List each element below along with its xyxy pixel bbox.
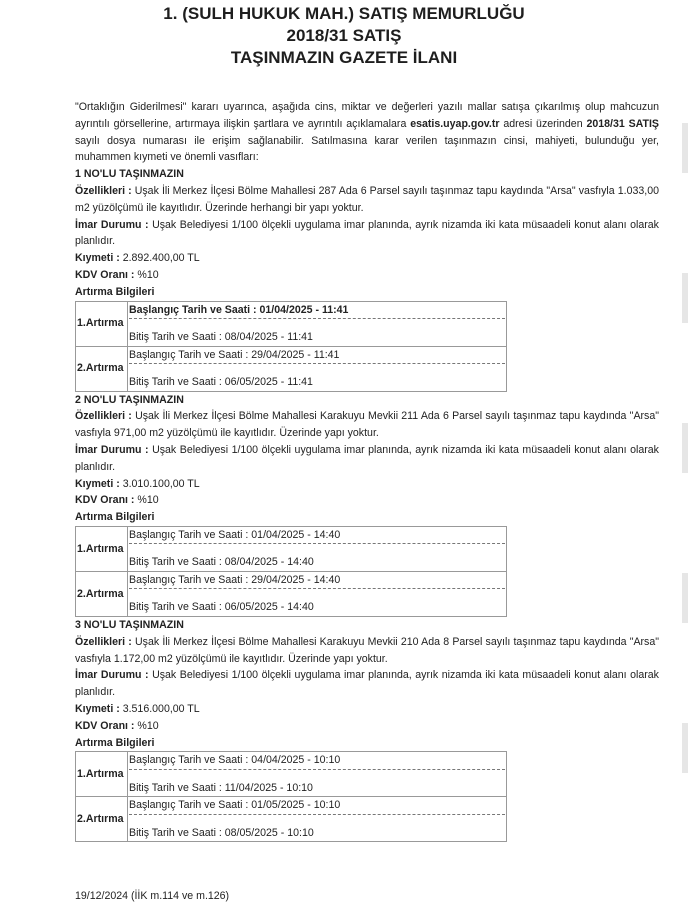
auction-row [76, 346, 507, 391]
value-amount: 3.516.000,00 TL [122, 702, 200, 715]
file-title: 2018/31 SATIŞ [286, 26, 402, 45]
zoning-status [75, 667, 659, 701]
auction-end: Bitiş Tarih ve Saati : 08/04/2025 - 11:41 [129, 331, 313, 344]
value-label: Kıymeti : [75, 702, 120, 715]
property-features [75, 408, 659, 442]
office-title: 1. (SULH HUKUK MAH.) SATIŞ MEMURLUĞU [163, 4, 525, 23]
auction-label: 2.Artırma [76, 346, 128, 391]
auction-table [75, 301, 507, 392]
auction-start: Başlangıç Tarih ve Saati : 01/04/2025 - 11:41 [129, 303, 349, 316]
vat-value: %10 [137, 494, 159, 507]
vat-rate [75, 267, 659, 284]
zoning-value: Uşak Belediyesi 1/100 ölçekli uygulama imar planında, ayrık nizamda iki kata müsaadeli konut alanı olarak planlıdır. [75, 669, 659, 699]
property-heading: 3 NO'LU TAŞINMAZIN [75, 618, 184, 631]
value-amount: 2.892.400,00 TL [122, 252, 200, 265]
vat-label: KDV Oranı : [75, 494, 135, 507]
zoning-status [75, 217, 659, 251]
auction-start: Başlangıç Tarih ve Saati : 01/04/2025 - 14:40 [129, 528, 341, 541]
features-label: Özellikleri : [75, 635, 132, 648]
auction-dates [128, 797, 507, 842]
property-value [75, 476, 659, 493]
auction-label: 1.Artırma [76, 526, 128, 571]
features-value: Uşak İli Merkez İlçesi Bölme Mahallesi Karakuyu Mevkii 211 Ada 6 Parsel sayılı taşınmaz tapu kaydında "Arsa" vasfıyla 971,00 m2 yüzölçümü ile kayıtlıdır. Üzerinde yapı yoktur. [75, 410, 659, 440]
esatis-link[interactable]: esatis.uyap.gov.tr [410, 117, 500, 130]
auction-table [75, 526, 507, 617]
intro-paragraph [75, 99, 659, 166]
property-heading: 2 NO'LU TAŞINMAZIN [75, 393, 184, 406]
auction-info-heading: Artırma Bilgileri [75, 511, 155, 524]
property-item-1 [75, 166, 659, 391]
auction-label: 1.Artırma [76, 752, 128, 797]
value-label: Kıymeti : [75, 252, 120, 265]
notice-date: 19/12/2024 (İİK m.114 ve m.126) [75, 890, 230, 902]
auction-row [76, 752, 507, 797]
auction-dates [128, 301, 507, 346]
auction-info-heading: Artırma Bilgileri [75, 285, 155, 298]
property-item-3 [75, 617, 659, 842]
intro-text-1: "Ortaklığın Giderilmesi" kararı uyarınca, aşağıda cins, miktar ve değerleri yazılı mallar satışa çıkarılmış olup mahcuzun ayrıntılı görsellerine, artırmaya ilişkin şartlara ve ayrıntılı açıklamalara [75, 101, 659, 130]
vat-label: KDV Oranı : [75, 719, 135, 732]
value-label: Kıymeti : [75, 477, 120, 490]
auction-dates [128, 571, 507, 616]
zoning-label: İmar Durumu : [75, 443, 149, 456]
zoning-value: Uşak Belediyesi 1/100 ölçekli uygulama imar planında, ayrık nizamda iki kata müsaadeli konut alanı olarak planlıdır. [75, 443, 659, 473]
property-heading: 1 NO'LU TAŞINMAZIN [75, 168, 184, 181]
vat-value: %10 [137, 268, 159, 281]
auction-start: Başlangıç Tarih ve Saati : 29/04/2025 - 11:41 [129, 348, 340, 361]
value-amount: 3.010.100,00 TL [122, 477, 200, 490]
auction-dates [128, 526, 507, 571]
auction-end: Bitiş Tarih ve Saati : 08/05/2025 - 10:10 [129, 826, 314, 839]
zoning-label: İmar Durumu : [75, 669, 149, 682]
auction-info-heading: Artırma Bilgileri [75, 736, 155, 749]
vat-label: KDV Oranı : [75, 268, 135, 281]
intro-text-2: adresi üzerinden [499, 117, 587, 130]
auction-row [76, 571, 507, 616]
auction-row [76, 797, 507, 842]
file-number: 2018/31 SATIŞ [586, 117, 659, 130]
features-value: Uşak İli Merkez İlçesi Bölme Mahallesi Karakuyu Mevkii 210 Ada 8 Parsel sayılı taşınmaz tapu kaydında "Arsa" vasfıyla 1.172,00 m2 yüzölçümü ile kayıtlıdır. Üzerinde yapı yoktur. [75, 635, 660, 665]
zoning-value: Uşak Belediyesi 1/100 ölçekli uygulama imar planında, ayrık nizamda iki kata müsaadeli konut alanı olarak planlıdır. [75, 218, 659, 248]
auction-dates [128, 752, 507, 797]
property-value [75, 250, 659, 267]
property-value [75, 701, 659, 718]
property-item-2 [75, 392, 659, 617]
zoning-label: İmar Durumu : [75, 218, 149, 231]
auction-row [76, 301, 507, 346]
vat-rate [75, 492, 659, 509]
features-label: Özellikleri : [75, 184, 132, 197]
auction-start: Başlangıç Tarih ve Saati : 29/04/2025 - 14:40 [129, 573, 341, 586]
auction-label: 2.Artırma [76, 797, 128, 842]
auction-end: Bitiş Tarih ve Saati : 08/04/2025 - 14:40 [129, 556, 314, 569]
notice-title [0, 3, 688, 69]
auction-end: Bitiş Tarih ve Saati : 06/05/2025 - 11:41 [129, 376, 313, 389]
vat-value: %10 [137, 719, 159, 732]
auction-start: Başlangıç Tarih ve Saati : 04/04/2025 - 10:10 [129, 754, 341, 767]
features-value: Uşak İli Merkez İlçesi Bölme Mahallesi 287 Ada 6 Parsel sayılı taşınmaz tapu kaydında "Arsa" vasfıyla 1.033,00 m2 yüzölçümü ile kayıtlıdır. Üzerinde herhangi bir yapı yoktur. [75, 184, 659, 214]
right-edge-scroll-markers [682, 123, 688, 873]
property-features [75, 183, 659, 217]
auction-dates [128, 346, 507, 391]
zoning-status [75, 442, 659, 476]
auction-start: Başlangıç Tarih ve Saati : 01/05/2025 - 10:10 [129, 799, 341, 812]
auction-label: 2.Artırma [76, 571, 128, 616]
notice-body [75, 99, 659, 842]
auction-label: 1.Artırma [76, 301, 128, 346]
vat-rate [75, 718, 659, 735]
property-features [75, 634, 659, 668]
intro-text-3: sayılı dosya numarası ile erişim sağlanabilir. Satılmasına karar verilen taşınmazın cinsi, mahiyeti, bulunduğu yer, muhammen kıymeti ve önemli vasıfları: [75, 134, 659, 164]
auction-table [75, 751, 507, 842]
auction-row [76, 526, 507, 571]
auction-end: Bitiş Tarih ve Saati : 11/04/2025 - 10:10 [129, 781, 313, 794]
notice-type-title: TAŞINMAZIN GAZETE İLANI [230, 48, 458, 67]
auction-end: Bitiş Tarih ve Saati : 06/05/2025 - 14:40 [129, 601, 314, 614]
features-label: Özellikleri : [75, 410, 132, 423]
